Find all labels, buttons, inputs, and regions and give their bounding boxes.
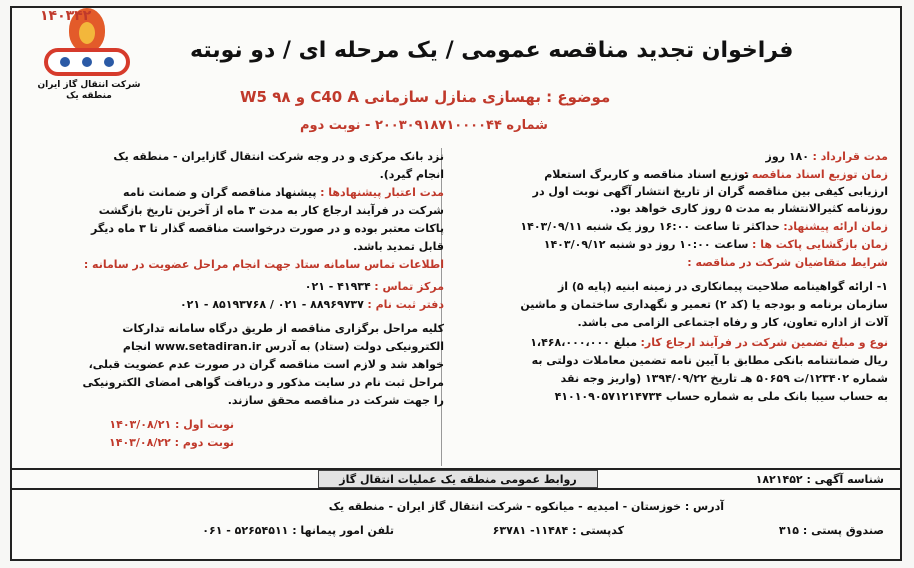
distribution-line2: ارزیابی کیفی بین مناقصه گران از تاریخ انتشار آگهی نوبت اول در (532, 185, 888, 198)
duration-row (766, 150, 889, 163)
guarantee-line2: ریال ضمانتنامه بانکی مطابق با آیین نامه تضمین معاملات دولتی به (531, 354, 888, 367)
pr-label: روابط عمومی منطقه یک عملیات انتقال گاز (318, 470, 598, 488)
distribution-line3: روزنامه کثیرالانتشار به مدت ۵ روز کاری خواهد بود. (610, 202, 888, 215)
distribution-line1: توزیع اسناد مناقصه و کاربرگ استعلام (544, 168, 749, 181)
submission-label: زمان ارائه پیشنهاد: (783, 220, 888, 233)
condition1-line1: ۱- ارائه گواهینامه صلاحیت پیمانکاری در زمینه ابنیه (پایه ۵) از (557, 280, 888, 293)
validity-line2: شرکت در فرآیند ارجاع کار به مدت ۳ ماه از آخرین تاریخ بازگشت (98, 204, 444, 217)
center-value: ۴۱۹۳۴ - ۰۲۱ (304, 280, 371, 293)
guarantee-line3: شماره ۱۲۳۴۰۲/ت ۵۰۶۵۹ هـ تاریخ ۱۳۹۴/۰۹/۲۲ (واریز وجه نقد (560, 372, 888, 385)
validity-label: مدت اعتبار پیشنهادها : (320, 186, 444, 199)
condition1-line2: سازمان برنامه و بودجه یا (کد ۲) تعمیر و نگهداری ساختمان و ماشین (520, 298, 888, 311)
office-row (180, 298, 444, 311)
duration-label: مدت قرارداد : (812, 150, 888, 163)
ad-id: شناسه آگهی : ۱۸۲۱۴۵۲ (755, 473, 884, 486)
opening-row (544, 238, 888, 251)
office-label: دفتر ثبت نام : (367, 298, 444, 311)
opening-label: زمان بازگشایی پاکت ها : (751, 238, 888, 251)
subject-line: موضوع : بهسازی منازل سازمانی C40 A و ۹۸ W5 (240, 88, 611, 106)
address-line: آدرس : خوزستان - امیدیه - میانکوه - شرکت انتقال گاز ایران - منطقه یک (328, 500, 724, 513)
stages-line5: را جهت شرکت در مناقصه محقق سازند. (227, 394, 444, 407)
conditions-label: شرایط متقاضیان شرکت در مناقصه : (687, 256, 888, 269)
bank-line1: نزد بانک مرکزی و در وجه شرکت انتقال گازایران - منطقه یک (113, 150, 444, 163)
page-title: فراخوان تجدید مناقصه عمومی / یک مرحله ای / دو نوبته (190, 38, 794, 63)
opening-value: ساعت ۱۰:۰۰ روز دو شنبه ۱۴۰۳/۰۹/۱۲ (543, 238, 749, 251)
stages-line3: خواهد شد و لازم است مناقصه گران در صورت عدم عضویت قبلی، (88, 358, 444, 371)
validity-line3: پاکات معتبر بوده و در صورت درخواست مناقصه گذار تا ۳ ماه دیگر (91, 222, 444, 235)
distribution-row (744, 168, 888, 181)
office-value: ۸۸۹۶۹۷۳۷ - ۰۲۱ / ۸۵۱۹۳۷۶۸ - ۰۲۱ (179, 298, 364, 311)
guarantee-label: نوع و مبلغ تضمین شرکت در فرآیند ارجاع کار: (640, 336, 888, 349)
validity-row (123, 186, 444, 199)
guarantee-amount: مبلغ ۱،۴۶۸،۰۰۰،۰۰۰ (530, 336, 638, 349)
notice-number: ۱۴۰۳۴۲ (40, 8, 92, 24)
center-row (305, 280, 444, 293)
round2-date: نوبت دوم : ۱۴۰۳/۰۸/۲۲ (109, 436, 234, 449)
logo-line1: شرکت انتقال گاز ایران (37, 80, 141, 90)
submission-value: حداکثر تا ساعت ۱۶:۰۰ روز یک شنبه ۱۴۰۳/۰۹/۱۱ (520, 220, 780, 233)
contact-label: اطلاعات تماس سامانه ستاد جهت انجام مراحل عضویت در سامانه : (83, 258, 444, 271)
center-label: مرکز تماس : (374, 280, 444, 293)
phone: تلفن امور پیمانها : ۵۲۶۵۴۵۱۱ - ۰۶۱ (202, 524, 394, 537)
logo-line2: منطقه یک (66, 91, 112, 101)
duration-value: ۱۸۰ روز (765, 150, 809, 163)
stages-line1: کلیه مراحل برگزاری مناقصه از طریق درگاه سامانه تدارکات (122, 322, 444, 335)
serial-line: شماره ۲۰۰۳۰۹۱۸۷۱۰۰۰۰۴۴ - نوبت دوم (300, 118, 548, 133)
postal-code: کدپستی : ۱۱۴۸۴- ۶۳۷۸۱ (492, 524, 624, 537)
bank-line2: انجام گیرد). (379, 168, 444, 181)
guarantee-line4: به حساب سیبا بانک ملی به شماره حساب ۴۱۰۱۰۹۰۵۷۱۲۱۴۷۳۴ (554, 390, 888, 403)
po-box: صندوق پستی : ۳۱۵ (778, 524, 884, 537)
submission-row (520, 220, 888, 233)
validity-line1: پیشنهاد مناقصه گران و ضمانت نامه (123, 186, 317, 199)
stages-line4: مراحل ثبت نام در سایت مذکور و دریافت گواهی امضای الکترونیکی (82, 376, 444, 389)
condition1-line3: آلات از اداره تعاون، کار و رفاه اجتماعی الزامی می باشد. (577, 316, 888, 329)
guarantee-row (530, 336, 888, 349)
validity-line4: قابل تمدید باشد. (353, 240, 444, 253)
round1-date: نوبت اول : ۱۴۰۳/۰۸/۲۱ (109, 418, 234, 431)
distribution-label: زمان توزیع اسناد مناقصه : (743, 168, 888, 181)
stages-line2: الکترونیکی دولت (ستاد) به آدرس www.setadiran.ir انجام (122, 340, 444, 353)
